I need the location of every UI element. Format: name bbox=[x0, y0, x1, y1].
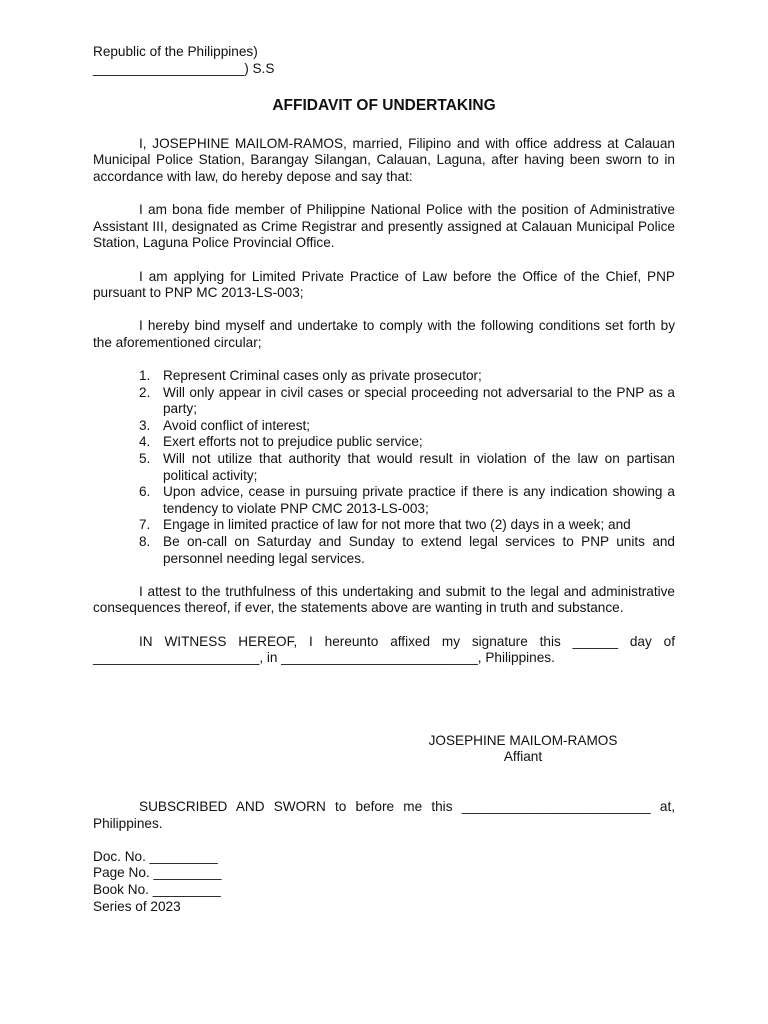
list-item-number: 7. bbox=[139, 517, 151, 533]
list-item bbox=[93, 385, 675, 418]
list-item-text: Avoid conflict of interest; bbox=[163, 417, 311, 433]
affiant-name: JOSEPHINE MAILOM-RAMOS bbox=[428, 732, 618, 748]
list-item-number: 3. bbox=[139, 417, 151, 433]
intro-paragraph: I, JOSEPHINE MAILOM-RAMOS, married, Filipino and with office address at Calauan Municipal Police Station, Barangay Silangan, Calauan, Laguna, after having been sworn to in accordance with law, do hereby depose and say that: bbox=[93, 135, 675, 184]
attest-paragraph: I attest to the truthfulness of this undertaking and submit to the legal and administrative consequences thereof, if ever, the statements above are wanting in truth and substance. bbox=[93, 583, 675, 616]
list-item bbox=[93, 418, 675, 435]
list-item bbox=[93, 451, 675, 484]
member-paragraph: I am bona fide member of Philippine National Police with the position of Administrative Assistant III, designated as Crime Registrar and presently assigned at Calauan Municipal Police Station, Laguna Police Provincial Office. bbox=[93, 202, 675, 251]
venue-republic: Republic of the Philippines) bbox=[93, 44, 258, 59]
book-number: Book No. _________ bbox=[93, 881, 221, 897]
list-item bbox=[93, 368, 675, 385]
doc-number: Doc. No. _________ bbox=[93, 848, 218, 864]
list-item-number: 4. bbox=[139, 434, 151, 450]
document-title: AFFIDAVIT OF UNDERTAKING bbox=[272, 97, 496, 115]
list-item bbox=[93, 434, 675, 451]
list-item-text: Engage in limited practice of law for not more that two (2) days in a week; and bbox=[163, 517, 631, 533]
conditions-list bbox=[93, 368, 675, 567]
list-item-number: 1. bbox=[139, 368, 151, 384]
jurat-paragraph: SUBSCRIBED AND SWORN to before me this _________________________ at, Philippines. bbox=[93, 798, 675, 831]
list-item-number: 8. bbox=[139, 534, 151, 550]
applying-paragraph: I am applying for Limited Private Practice of Law before the Office of the Chief, PNP pursuant to PNP MC 2013-LS-003; bbox=[93, 268, 675, 301]
notarial-register bbox=[93, 849, 675, 915]
list-item bbox=[93, 534, 675, 567]
affiant-role: Affiant bbox=[503, 749, 543, 765]
list-item bbox=[93, 484, 675, 517]
list-item-text: Represent Criminal cases only as private prosecutor; bbox=[163, 368, 482, 384]
list-item-text: Will not utilize that authority that would result in violation of the law on partisan political activity; bbox=[163, 451, 675, 483]
list-item-text: Exert efforts not to prejudice public service; bbox=[163, 434, 423, 450]
affidavit-document bbox=[93, 44, 675, 915]
list-item-number: 6. bbox=[139, 484, 151, 500]
bind-paragraph: I hereby bind myself and undertake to comply with the following conditions set forth by the aforementioned circular; bbox=[93, 318, 675, 350]
list-item-text: Will only appear in civil cases or special proceeding not adversarial to the PNP as a party; bbox=[163, 384, 675, 417]
page-number: Page No. _________ bbox=[93, 865, 222, 881]
list-item-number: 5. bbox=[139, 451, 151, 467]
venue-ss: ____________________) S.S bbox=[93, 60, 275, 76]
list-item bbox=[93, 517, 675, 534]
list-item-number: 2. bbox=[139, 384, 151, 400]
series-year: Series of 2023 bbox=[93, 898, 181, 914]
witness-paragraph: IN WITNESS HEREOF, I hereunto affixed my signature this ______ day of ______________________, in __________________________, Philippines. bbox=[93, 633, 675, 666]
signature-block bbox=[418, 733, 628, 766]
list-item-text: Upon advice, cease in pursuing private practice if there is any indication showing a tendency to violate PNP CMC 2013-LS-003; bbox=[163, 484, 675, 516]
list-item-text: Be on-call on Saturday and Sunday to extend legal services to PNP units and personnel needing legal services. bbox=[163, 534, 675, 566]
